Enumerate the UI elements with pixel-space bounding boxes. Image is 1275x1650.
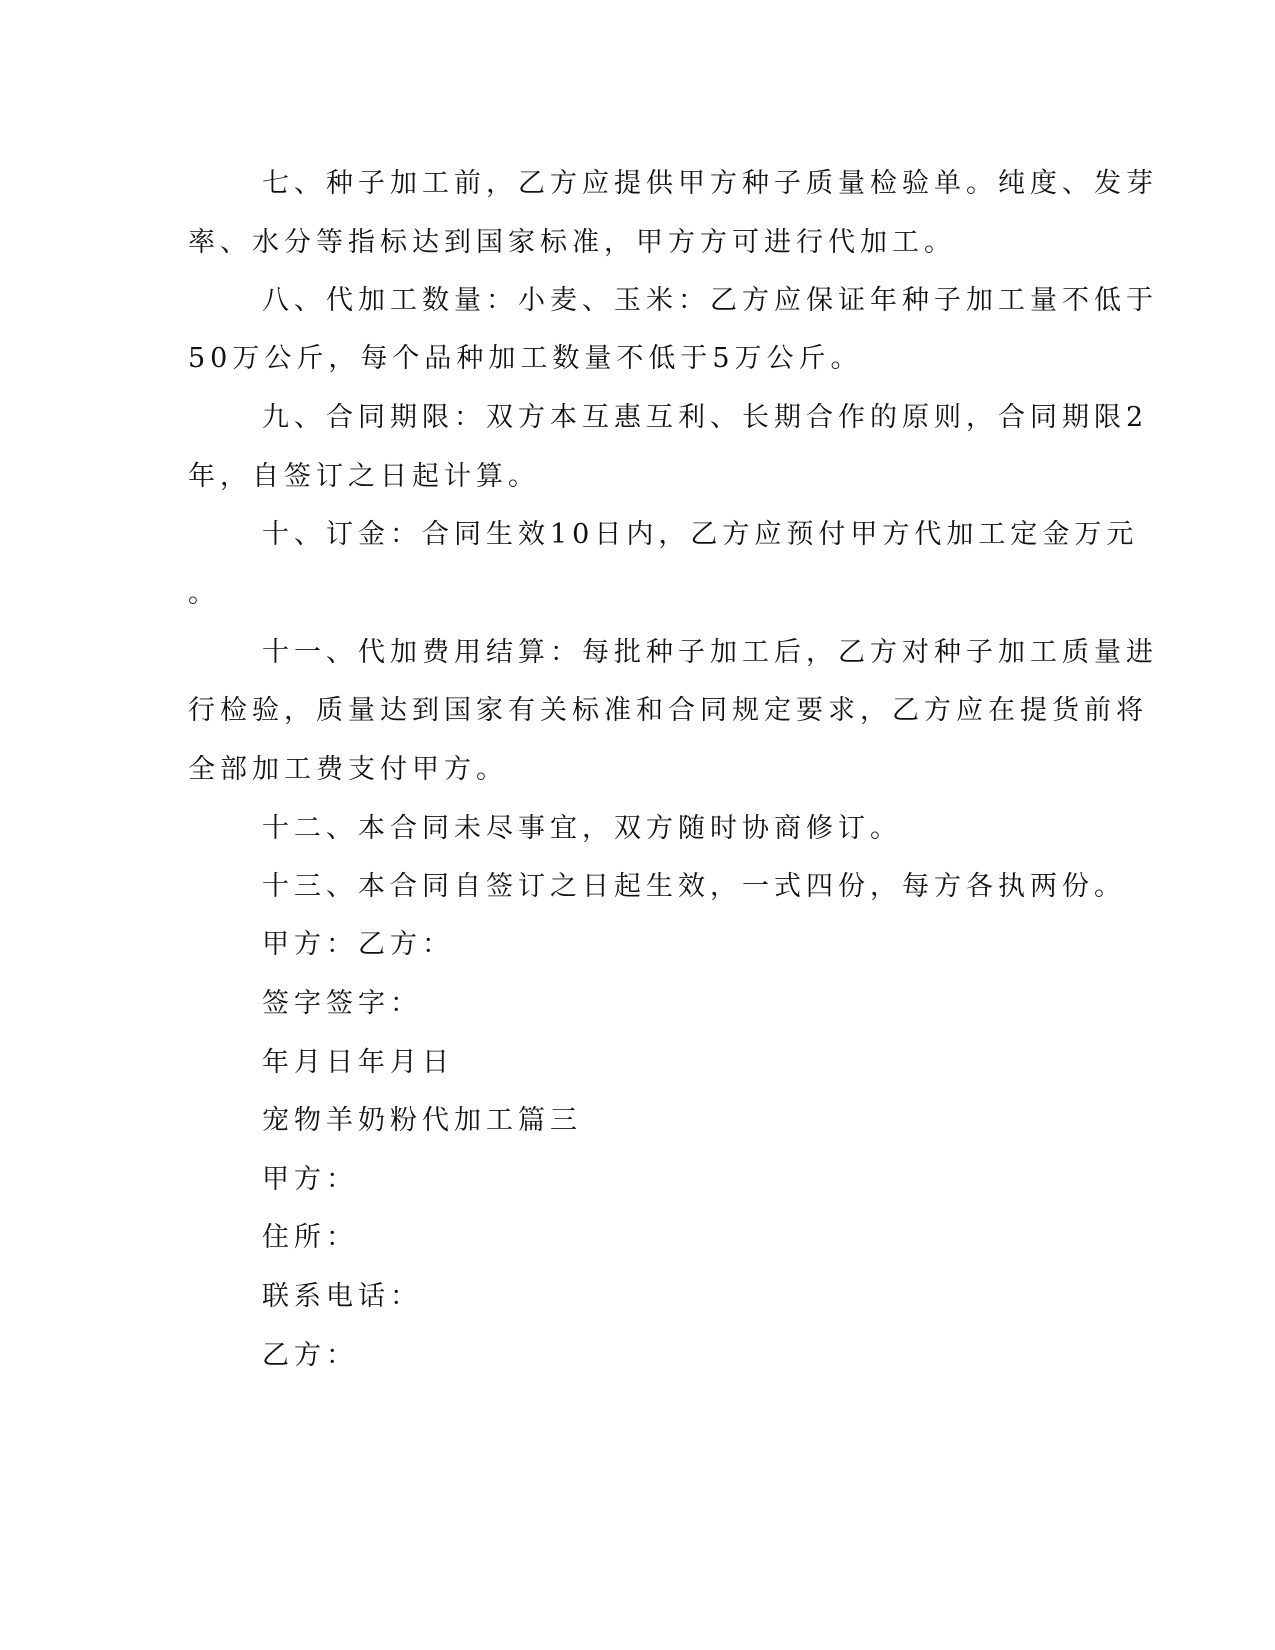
clause-13: 十三、本合同自签订之日起生效，一式四份，每方各执两份。 [262,871,1126,902]
address-label: 住所： [262,1222,358,1253]
clause-7-line-1: 七、种子加工前，乙方应提供甲方种子质量检验单。纯度、发芽 [262,168,1158,199]
clause-9-line-2: 年，自签订之日起计算。 [188,461,540,492]
party-a-label: 甲方： [262,1164,358,1195]
clause-9-line-1: 九、合同期限：双方本互惠互利、长期合作的原则，合同期限2 [262,402,1149,433]
clause-8-line-1: 八、代加工数量：小麦、玉米：乙方应保证年种子加工量不低于 [262,285,1158,316]
clause-10-line-2: 。 [188,578,220,609]
signature-labels: 签字签字： [262,988,422,1019]
party-labels: 甲方：乙方： [262,929,454,960]
section-title: 宠物羊奶粉代加工篇三 [262,1105,582,1136]
party-b-label: 乙方： [262,1340,358,1371]
clause-11-line-3: 全部加工费支付甲方。 [188,754,508,785]
clause-8-line-2: 50万公斤，每个品种加工数量不低于5万公斤。 [188,343,863,374]
clause-12: 十二、本合同未尽事宜，双方随时协商修订。 [262,813,902,844]
clause-11-line-2: 行检验，质量达到国家有关标准和合同规定要求，乙方应在提货前将 [188,695,1148,726]
clause-11-line-1: 十一、代加费用结算：每批种子加工后，乙方对种子加工质量进 [262,637,1158,668]
phone-label: 联系电话： [262,1281,422,1312]
clause-7-line-2: 率、水分等指标达到国家标准，甲方方可进行代加工。 [188,227,956,258]
clause-10-line-1: 十、订金：合同生效10日内，乙方应预付甲方代加工定金万元 [262,519,1139,550]
date-labels: 年月日年月日 [262,1047,454,1078]
